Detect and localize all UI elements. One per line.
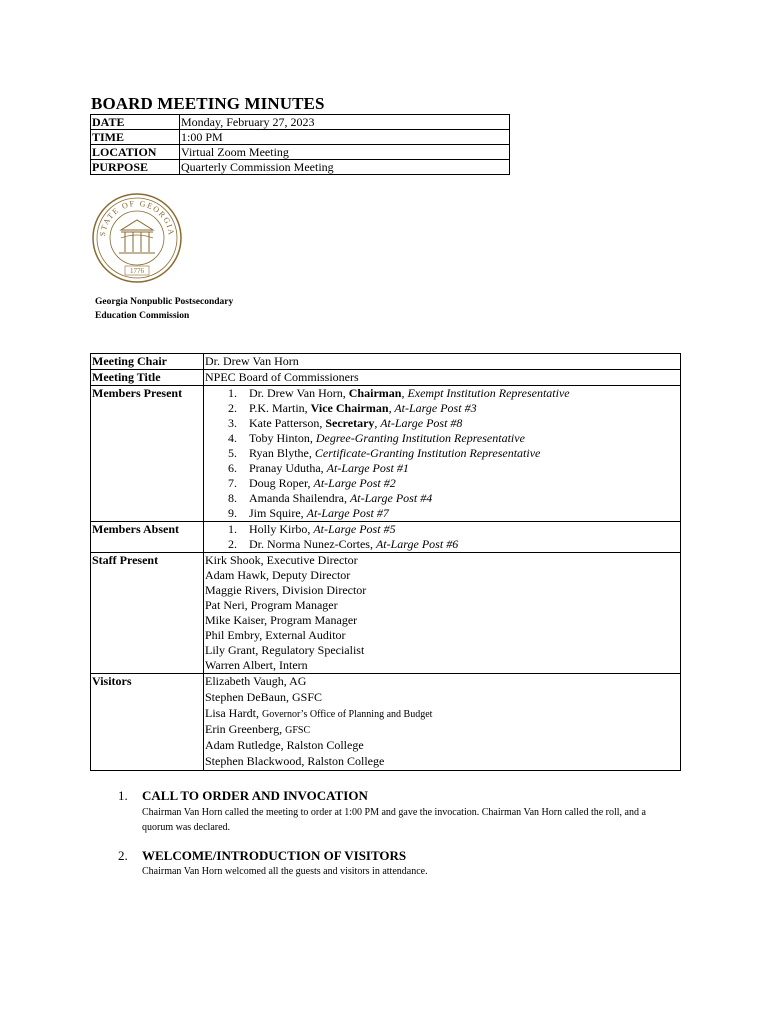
row-members-absent <box>91 522 681 553</box>
row-value: NPEC Board of Commissioners <box>204 370 681 386</box>
header-value: Quarterly Commission Meeting <box>180 160 510 175</box>
row-value <box>204 386 681 522</box>
row-value <box>204 674 681 771</box>
item-number: 4. <box>228 431 237 445</box>
member-post: At-Large Post #1 <box>326 461 409 475</box>
row-value: Dr. Drew Van Horn <box>204 354 681 370</box>
member-post: Certificate-Granting Institution Representative <box>314 446 541 460</box>
member-post: Degree-Granting Institution Representative <box>315 431 525 445</box>
member-name: Holly Kirbo, <box>249 522 314 536</box>
member-post: At-Large Post #6 <box>375 537 459 551</box>
list-item: Pat Neri, Program Manager <box>205 598 338 612</box>
header-row-time <box>91 130 510 145</box>
members-absent-list <box>205 522 679 552</box>
header-row-purpose <box>91 160 510 175</box>
visitor-name: Erin Greenberg, <box>205 722 286 736</box>
header-value: Monday, February 27, 2023 <box>180 115 510 130</box>
list-item: Warren Albert, Intern <box>205 658 308 672</box>
item-number: 3. <box>228 416 237 430</box>
list-item: Mike Kaiser, Program Manager <box>205 613 358 627</box>
member-post: , At-Large Post #3 <box>388 401 477 415</box>
georgia-seal-icon <box>91 192 183 284</box>
item-number: 7. <box>228 476 237 490</box>
member-name: Dr. Drew Van Horn, <box>249 386 349 400</box>
list-item <box>205 722 679 738</box>
list-item <box>205 537 679 552</box>
row-label: Members Present <box>91 386 204 522</box>
member-role: Vice Chairman <box>310 401 389 415</box>
list-item <box>205 706 679 722</box>
attendance-table <box>90 353 681 771</box>
item-number: 1. <box>228 522 237 536</box>
list-item <box>205 446 679 461</box>
section-heading-welcome <box>118 848 406 864</box>
header-key: LOCATION <box>91 145 180 160</box>
list-item: Lily Grant, Regulatory Specialist <box>205 643 365 657</box>
list-item <box>205 461 679 476</box>
member-name: Jim Squire, <box>249 506 307 520</box>
header-key: TIME <box>91 130 180 145</box>
row-label: Staff Present <box>91 553 204 674</box>
list-item <box>205 738 679 754</box>
visitor-name: Adam Rutledge, Ralston College <box>205 738 364 752</box>
list-item <box>205 522 679 537</box>
member-name: Ryan Blythe, <box>249 446 315 460</box>
row-label: Meeting Title <box>91 370 204 386</box>
header-value: 1:00 PM <box>180 130 510 145</box>
row-label: Visitors <box>91 674 204 771</box>
organization-line: Education Commission <box>95 311 190 321</box>
member-name: Doug Roper, <box>249 476 314 490</box>
list-item <box>205 506 679 521</box>
section-number: 2. <box>118 848 128 863</box>
member-name: Amanda Shailendra, <box>249 491 350 505</box>
visitor-name: Stephen Blackwood, Ralston College <box>205 754 385 768</box>
section-body: Chairman Van Horn called the meeting to order at 1:00 PM and gave the invocation. Chairman Van Horn called the roll, and a quorum was declared. <box>142 807 646 833</box>
member-post: , At-Large Post #8 <box>374 416 463 430</box>
header-row-location <box>91 145 510 160</box>
svg-text:STATE OF GEORGIA <box>98 199 176 237</box>
visitor-name: Stephen DeBaun, GSFC <box>205 690 322 704</box>
row-label: Meeting Chair <box>91 354 204 370</box>
list-item <box>205 386 679 401</box>
row-members-present <box>91 386 681 522</box>
list-item: Kirk Shook, Executive Director <box>205 553 358 567</box>
row-label: Members Absent <box>91 522 204 553</box>
member-role: Chairman <box>348 386 402 400</box>
list-item <box>205 674 679 690</box>
page-title: BOARD MEETING MINUTES <box>91 94 325 113</box>
item-number: 1. <box>228 386 237 400</box>
list-item <box>205 401 679 416</box>
meeting-header-table <box>90 114 510 175</box>
item-number: 8. <box>228 491 237 505</box>
member-name: Toby Hinton, <box>249 431 316 445</box>
visitor-affiliation: Governor’s Office of Planning and Budget <box>261 709 433 720</box>
member-name: Pranay Udutha, <box>249 461 327 475</box>
header-key: DATE <box>91 115 180 130</box>
section-number: 1. <box>118 788 128 803</box>
member-name: P.K. Martin, <box>249 401 311 415</box>
list-item <box>205 431 679 446</box>
member-name: Kate Patterson, <box>249 416 326 430</box>
list-item <box>205 754 679 770</box>
member-post: At-Large Post #4 <box>349 491 433 505</box>
header-row-date <box>91 115 510 130</box>
row-staff-present <box>91 553 681 674</box>
member-post: , Exempt Institution Representative <box>401 386 570 400</box>
row-meeting-chair <box>91 354 681 370</box>
list-item <box>205 416 679 431</box>
item-number: 2. <box>228 401 237 415</box>
item-number: 6. <box>228 461 237 475</box>
item-number: 5. <box>228 446 237 460</box>
section-heading-call-to-order <box>118 788 368 804</box>
list-item <box>205 491 679 506</box>
seal-year: 1776 <box>130 267 144 275</box>
visitor-name: Lisa Hardt, <box>205 706 262 720</box>
row-visitors <box>91 674 681 771</box>
list-item: Maggie Rivers, Division Director <box>205 583 367 597</box>
list-item: Phil Embry, External Auditor <box>205 628 346 642</box>
row-meeting-title <box>91 370 681 386</box>
member-post: At-Large Post #7 <box>306 506 389 520</box>
member-name: Dr. Norma Nunez-Cortes, <box>249 537 376 551</box>
member-role: Secretary <box>325 416 375 430</box>
organization-name <box>95 295 233 323</box>
item-number: 2. <box>228 537 237 551</box>
list-item <box>205 476 679 491</box>
seal-text: STATE OF GEORGIA <box>97 198 177 237</box>
section-body: Chairman Van Horn welcomed all the guests and visitors in attendance. <box>142 866 428 877</box>
item-number: 9. <box>228 506 237 520</box>
list-item <box>205 690 679 706</box>
row-value <box>204 553 681 674</box>
section-title: CALL TO ORDER AND INVOCATION <box>142 788 368 803</box>
list-item: Adam Hawk, Deputy Director <box>205 568 351 582</box>
section-title: WELCOME/INTRODUCTION OF VISITORS <box>142 848 407 863</box>
member-post: At-Large Post #2 <box>313 476 396 490</box>
header-value: Virtual Zoom Meeting <box>180 145 510 160</box>
visitor-name: Elizabeth Vaugh, AG <box>205 674 307 688</box>
organization-line: Georgia Nonpublic Postsecondary <box>95 297 234 307</box>
member-post: At-Large Post #5 <box>313 522 396 536</box>
members-present-list <box>205 386 679 521</box>
header-key: PURPOSE <box>91 160 180 175</box>
row-value <box>204 522 681 553</box>
visitor-affiliation: GFSC <box>285 725 311 736</box>
